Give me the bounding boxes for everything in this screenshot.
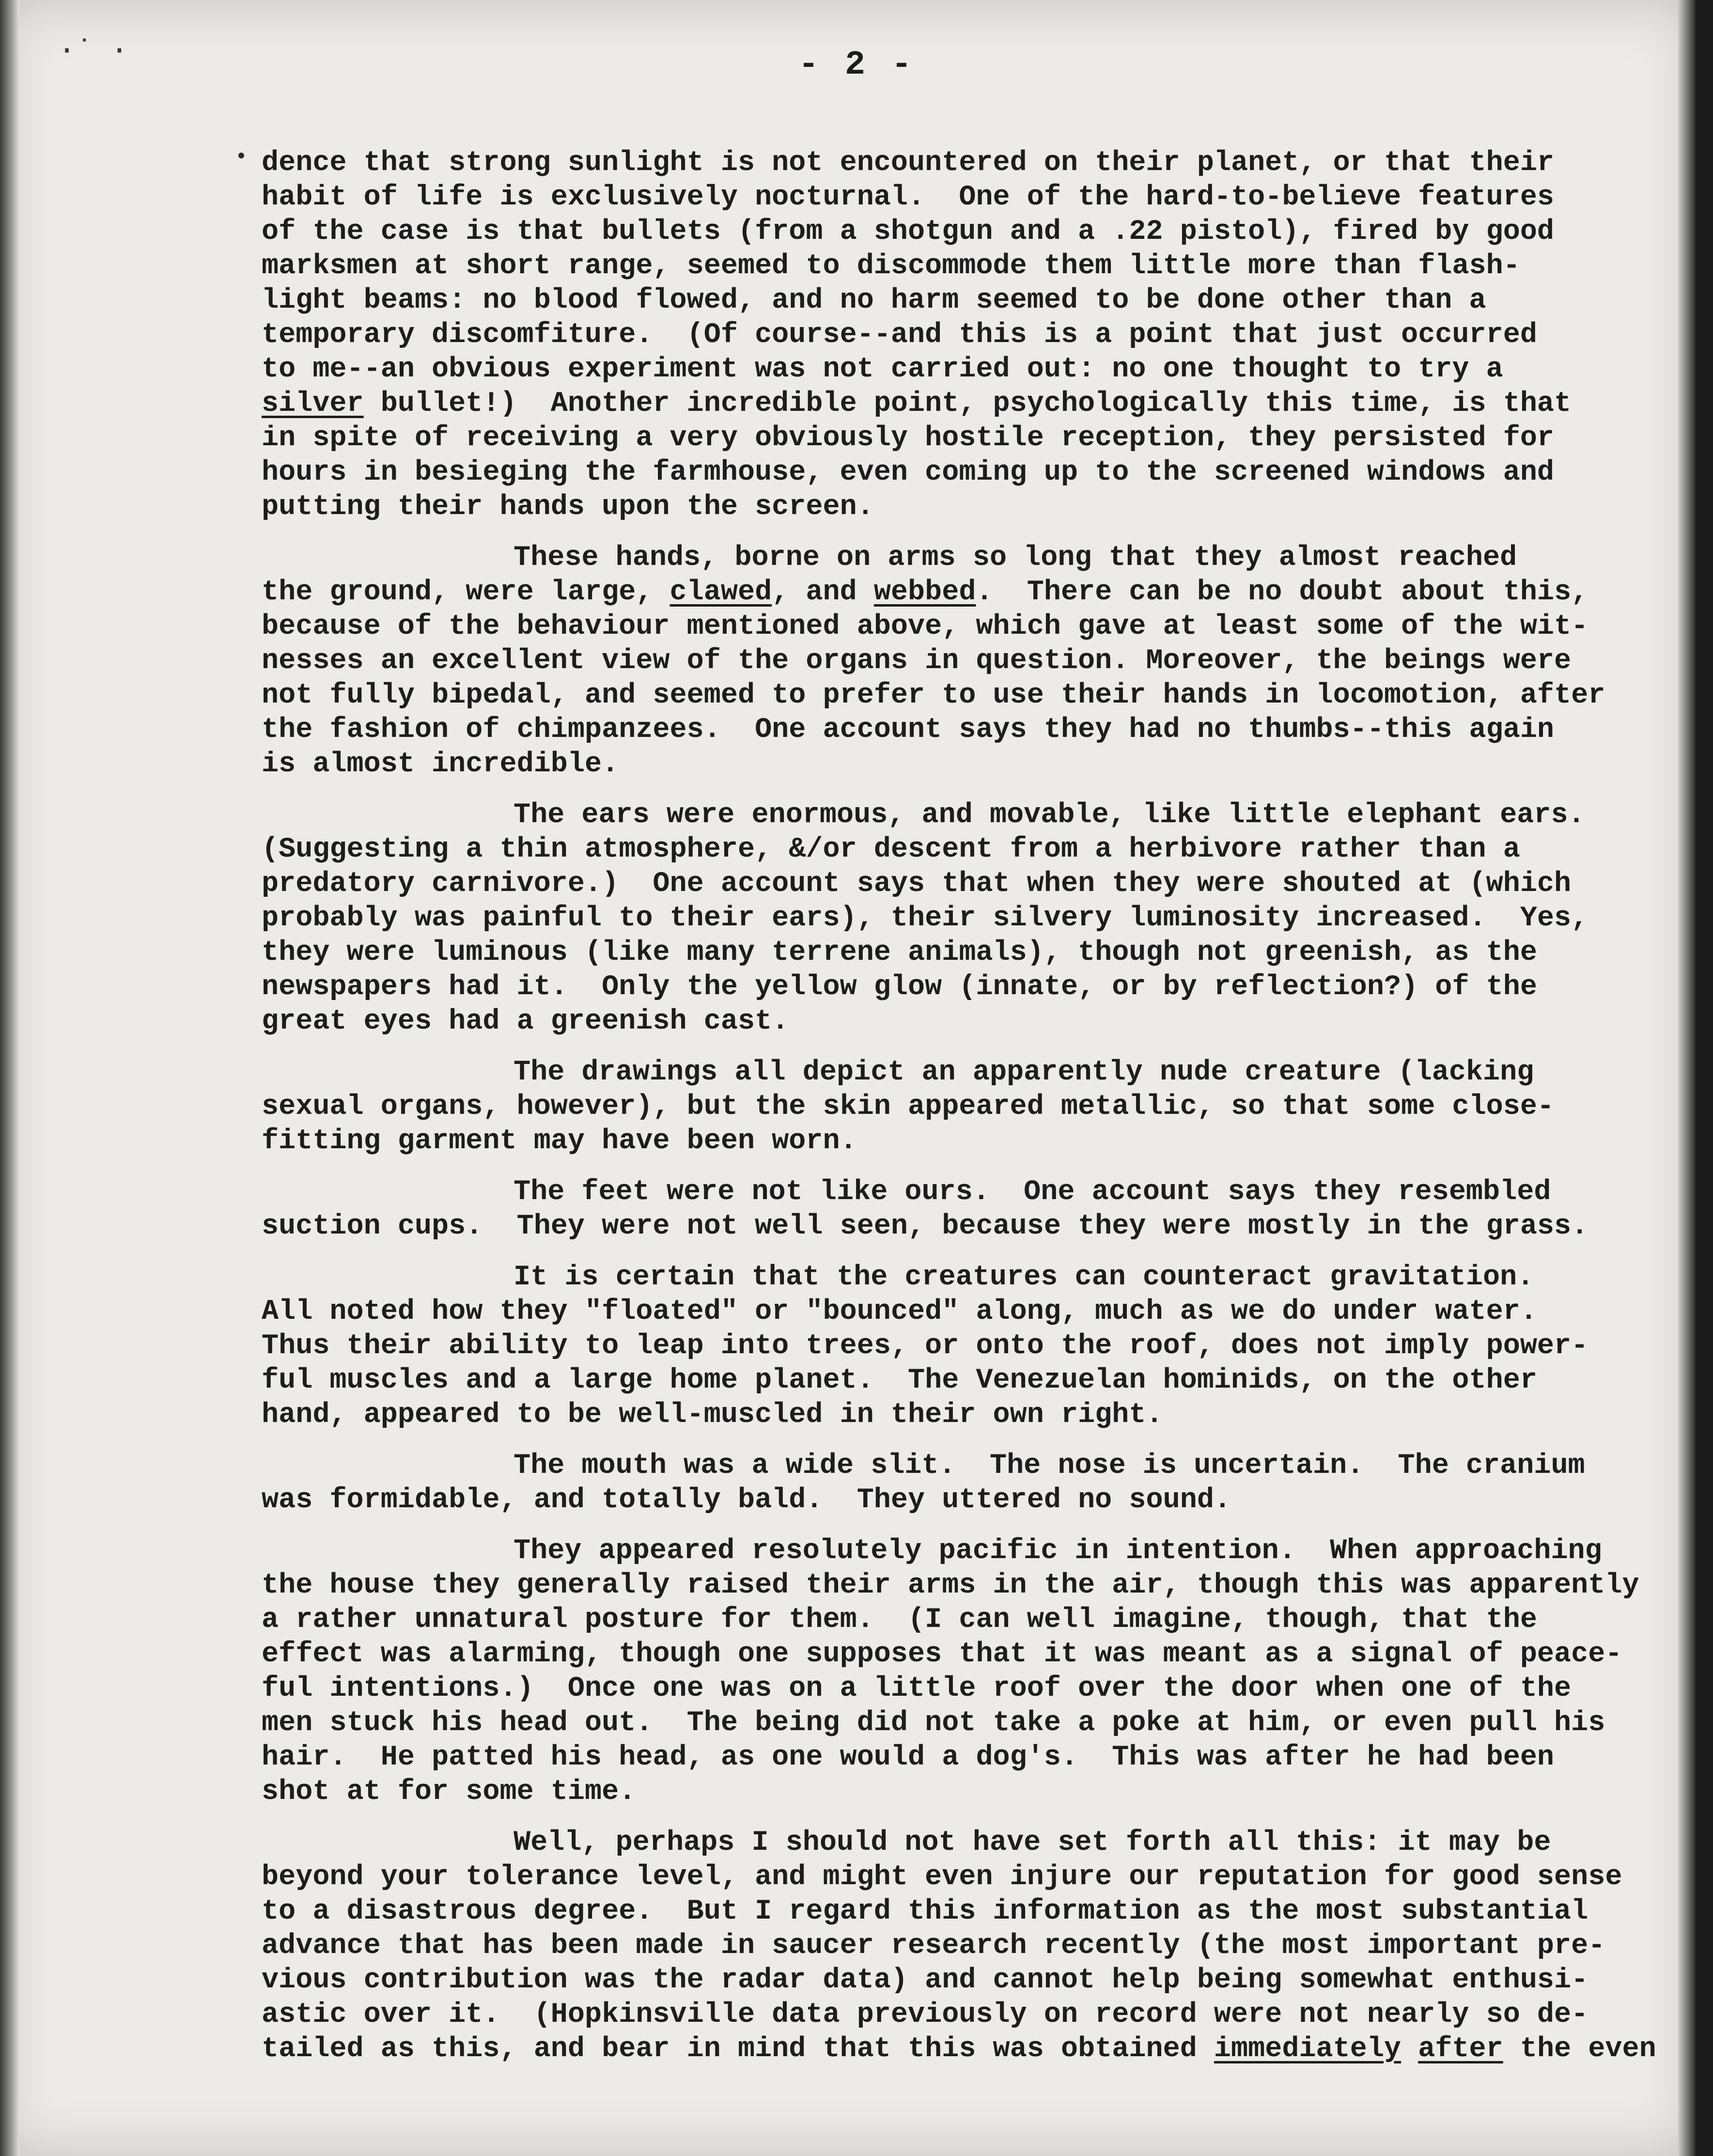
text-line: suction cups. They were not well seen, because they were mostly in the grass. (262, 1210, 1588, 1242)
paragraph (262, 145, 1691, 524)
text-line: a rather unnatural posture for them. (I can well imagine, though, that the (262, 1603, 1537, 1636)
text-line: shot at for some time. (262, 1775, 636, 1808)
text-line: beyond your tolerance level, and might even injure our reputation for good sense (262, 1860, 1622, 1893)
text-line: ful intentions.) Once one was on a little roof over the door when one of the (262, 1672, 1572, 1704)
underlined-word: after (1418, 2032, 1503, 2065)
text-line: The feet were not like ours. One account says they resembled (514, 1175, 1551, 1208)
text-line: It is certain that the creatures can counteract gravitation. (514, 1261, 1534, 1293)
page-number: - 2 - (798, 46, 915, 84)
text-line: of the case is that bullets (from a shotgun and a .22 pistol), fired by good (262, 215, 1555, 248)
underlined-word: silver (262, 387, 364, 420)
text-line: These hands, borne on arms so long that they almost reached (514, 541, 1517, 574)
text-line: because of the behaviour mentioned above, which gave at least some of the wit- (262, 610, 1588, 642)
text-line: advance that has been made in saucer research recently (the most important pre- (262, 1929, 1605, 1962)
text-line: hair. He patted his head, as one would a dog's. This was after he had been (262, 1741, 1555, 1773)
page-left-edge (0, 0, 19, 2156)
text-line: tailed as this, and bear in mind that this was obtained immediately after the even (262, 2032, 1656, 2065)
margin-dot (238, 153, 244, 158)
paragraph (262, 1825, 1691, 2066)
text-line: (Suggesting a thin atmosphere, &/or descent from a herbivore rather than a (262, 833, 1520, 865)
text-line: the fashion of chimpanzees. One account says they had no thumbs--this again (262, 713, 1555, 746)
text-line: is almost incredible. (262, 748, 619, 780)
paragraph (262, 1448, 1691, 1517)
text-line: They appeared resolutely pacific in intention. When approaching (514, 1534, 1602, 1567)
text-line: the ground, were large, clawed, and webbed. There can be no doubt about this, (262, 576, 1588, 608)
text-line: not fully bipedal, and seemed to prefer to use their hands in locomotion, after (262, 679, 1605, 711)
text-line: putting their hands upon the screen. (262, 490, 874, 523)
text-line: The mouth was a wide slit. The nose is uncertain. The cranium (514, 1449, 1585, 1482)
underlined-word: clawed (670, 576, 772, 608)
text-line: hand, appeared to be well-muscled in their own right. (262, 1398, 1163, 1431)
text-line: hours in besieging the farmhouse, even coming up to the screened windows and (262, 456, 1555, 488)
text-line: All noted how they "floated" or "bounced" along, much as we do under water. (262, 1295, 1537, 1328)
text-line: was formidable, and totally bald. They uttered no sound. (262, 1484, 1231, 1516)
paragraph (262, 1055, 1691, 1158)
text-line: silver bullet!) Another incredible point, psychologically this time, is that (262, 387, 1572, 420)
text-line: marksmen at short range, seemed to discommode them little more than flash- (262, 250, 1520, 282)
text-line: nesses an excellent view of the organs in question. Moreover, the beings were (262, 644, 1572, 677)
text-line: Thus their ability to leap into trees, or onto the roof, does not imply power- (262, 1329, 1588, 1362)
text-line: predatory carnivore.) One account says that when they were shouted at (which (262, 867, 1572, 900)
text-line: in spite of receiving a very obviously hostile reception, they persisted for (262, 422, 1555, 454)
text-line: great eyes had a greenish cast. (262, 1005, 789, 1037)
corner-marks: ·˙ · (58, 34, 128, 68)
text-line: men stuck his head out. The being did not take a poke at him, or even pull his (262, 1706, 1605, 1739)
text-line: The drawings all depict an apparently nude creature (lacking (514, 1056, 1534, 1088)
text-line: dence that strong sunlight is not encountered on their planet, or that their (262, 146, 1555, 179)
text-line: vious contribution was the radar data) and cannot help being somewhat enthusi- (262, 1964, 1588, 1996)
paragraph (262, 1174, 1691, 1243)
paragraph (262, 1533, 1691, 1809)
text-line: habit of life is exclusively nocturnal. One of the hard-to-believe features (262, 181, 1555, 213)
text-line: sexual organs, however), but the skin appeared metallic, so that some close- (262, 1090, 1555, 1123)
paragraph (262, 797, 1691, 1038)
text-line: newspapers had it. Only the yellow glow (innate, or by reflection?) of the (262, 970, 1537, 1003)
text-line: The ears were enormous, and movable, like little elephant ears. (514, 798, 1585, 831)
text-line: astic over it. (Hopkinsville data previously on record were not nearly so de- (262, 1998, 1588, 2031)
paragraph (262, 1260, 1691, 1432)
paragraph (262, 540, 1691, 781)
text-line: to me--an obvious experiment was not carried out: no one thought to try a (262, 353, 1503, 385)
text-line: effect was alarming, though one supposes that it was meant as a signal of peace- (262, 1638, 1622, 1670)
text-line: fitting garment may have been worn. (262, 1125, 857, 1157)
underlined-word: immediately (1214, 2032, 1402, 2065)
document-body (262, 145, 1691, 2082)
underlined-word: webbed (873, 576, 976, 608)
text-line: Well, perhaps I should not have set forth all this: it may be (514, 1826, 1551, 1859)
text-line: light beams: no blood flowed, and no harm seemed to be done other than a (262, 284, 1486, 316)
text-line: temporary discomfiture. (Of course--and this is a point that just occurred (262, 318, 1537, 351)
text-line: they were luminous (like many terrene animals), though not greenish, as the (262, 936, 1537, 969)
text-line: the house they generally raised their arms in the air, though this was apparently (262, 1569, 1639, 1601)
text-line: ful muscles and a large home planet. The Venezuelan hominids, on the other (262, 1364, 1537, 1396)
text-line: probably was painful to their ears), their silvery luminosity increased. Yes, (262, 902, 1588, 934)
text-line: to a disastrous degree. But I regard this information as the most substantial (262, 1895, 1588, 1927)
